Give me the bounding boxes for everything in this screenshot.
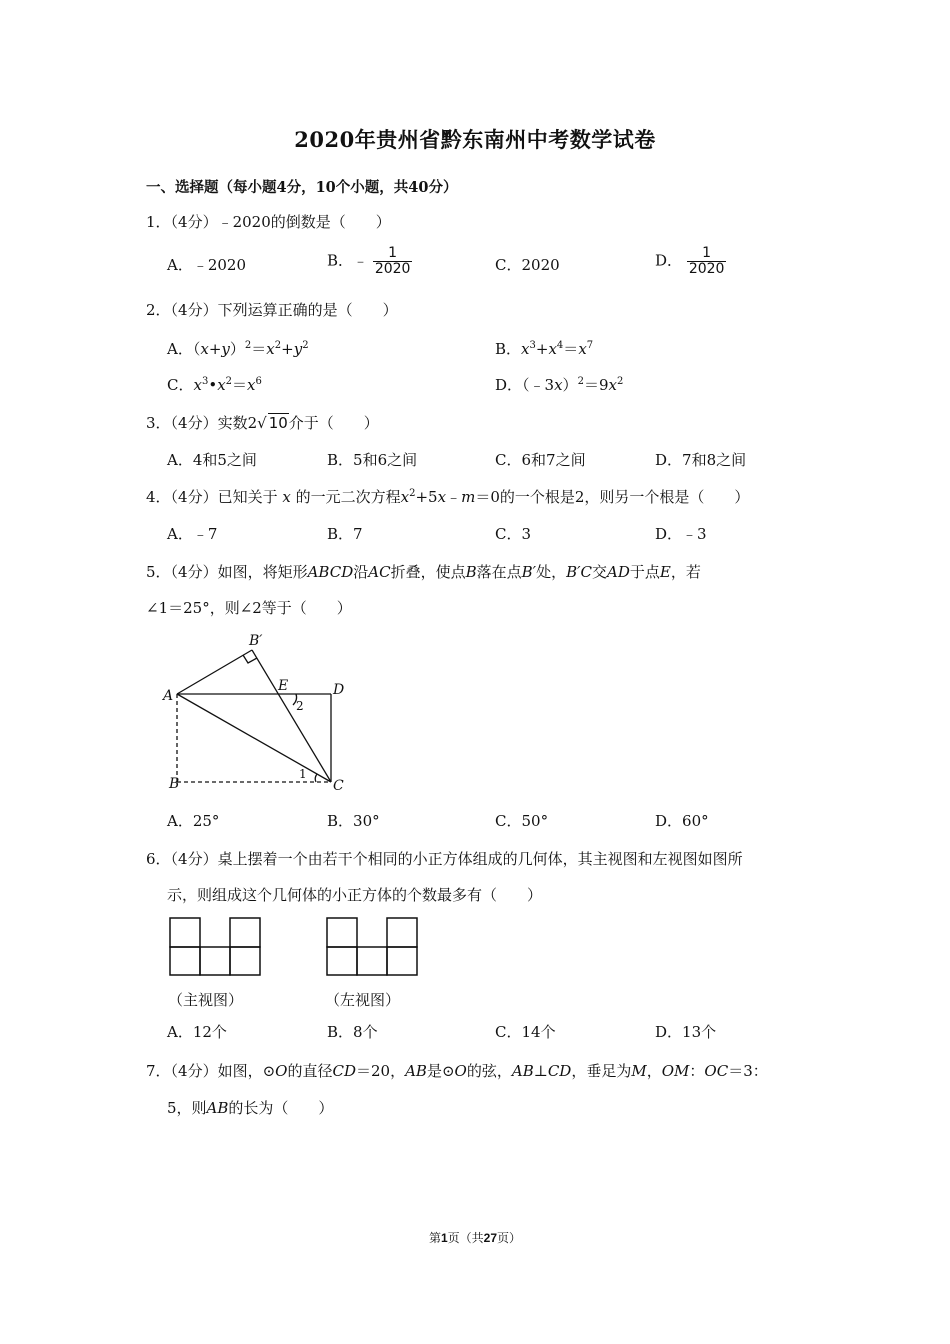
- cube-square: [200, 947, 230, 975]
- q1-option-d: [655, 246, 726, 277]
- fraction-numerator: 1: [702, 245, 712, 261]
- segment-ac: [177, 694, 331, 782]
- main-view-figure: [168, 916, 263, 978]
- q6-option-c: C．14个: [495, 1023, 556, 1041]
- angle-1-label: 1: [299, 767, 307, 781]
- q4-option-c: C．3: [495, 525, 532, 543]
- q3-option-a: A．4和5之间: [167, 451, 257, 469]
- cube-square: [170, 918, 200, 947]
- sqrt-symbol: √ 10: [257, 414, 288, 432]
- question-4-stem: 4．（4分）已知关于 x 的一元二次方程$x^2+5x﹣m=0$的一个根是2，则另一个根是（ ）: [146, 488, 750, 506]
- q1-option-b-fraction: [373, 246, 413, 277]
- angle-1-arc: [315, 774, 317, 782]
- question-6-line-1: 6．（4分）桌上摆着一个由若干个相同的小正方体组成的几何体，其主视图和左视图如图所: [146, 850, 743, 868]
- left-view-caption: （左视图）: [325, 991, 401, 1009]
- q5-option-b: B．30°: [327, 812, 380, 830]
- q6-option-d: D．13个: [655, 1023, 717, 1041]
- label-a: A: [163, 688, 174, 704]
- cube-square: [357, 947, 387, 975]
- sqrt-radicand: 10: [268, 414, 288, 432]
- right-angle-mark: [243, 655, 257, 663]
- question-3-stem: 3．（4分）实数2√ 10介于（ ）: [146, 414, 379, 432]
- q2-option-c: C．$x^3•x^2=x^6$: [167, 376, 262, 394]
- cube-square: [387, 947, 417, 975]
- q1-option-b-prefix: B．﹣: [327, 251, 369, 270]
- cube-square: [387, 918, 417, 947]
- angle-2-label: 2: [296, 699, 304, 713]
- q1-option-a: A．﹣2020: [167, 256, 247, 274]
- section-heading: 一、选择题（每小题4分，10个小题，共40分）: [146, 179, 458, 196]
- q4-option-d: D．﹣3: [655, 525, 707, 543]
- cube-square: [230, 918, 260, 947]
- q3-option-d: D．7和8之间: [655, 451, 747, 469]
- question-1-stem: 1．（4分）﹣2020的倒数是（ ）: [146, 213, 391, 231]
- q1-option-b: [327, 246, 412, 277]
- q1-option-c: C．2020: [495, 256, 560, 274]
- label-b: B: [169, 776, 180, 792]
- fraction-numerator: 1: [388, 245, 398, 261]
- q4-option-a: A．﹣7: [167, 525, 218, 543]
- q2-option-a: A．$(x+y)^2=x^2+y^2$: [167, 340, 309, 358]
- q5-option-a: A．25°: [167, 812, 220, 830]
- q5-option-c: C．50°: [495, 812, 549, 830]
- q2-option-d: D．$(﹣3x)^2=9x^2$: [495, 376, 624, 394]
- main-view-caption: （主视图）: [168, 991, 244, 1009]
- cube-square: [327, 947, 357, 975]
- q3-option-c: C．6和7之间: [495, 451, 586, 469]
- page-footer: 第1页（共27页）: [428, 1231, 522, 1245]
- label-c: C: [333, 778, 344, 794]
- question-7-line-1: 7．（4分）如图，⊙O的直径CD＝20，AB是⊙O的弦，AB⊥CD，垂足为M，OM：OC＝3：: [146, 1062, 768, 1080]
- question-2-stem: 2．（4分）下列运算正确的是（ ）: [146, 301, 398, 319]
- question-5-line-1: 5．（4分）如图，将矩形ABCD沿AC折叠，使点B落在点B′处，B′C交AD于点E，若: [146, 563, 701, 581]
- page-title: 2020年贵州省黔东南州中考数学试卷: [294, 127, 656, 152]
- fraction-denominator: 2020: [688, 261, 725, 277]
- fraction-denominator: 2020: [374, 261, 411, 277]
- segment-b-prime-c: [252, 650, 331, 782]
- q5-rectangle-fold-figure: [160, 628, 360, 798]
- q3-option-b: B．5和6之间: [327, 451, 418, 469]
- q2-option-b: B．$x^3+x^4=x^7$: [495, 340, 594, 358]
- cube-square: [170, 947, 200, 975]
- q6-option-a: A．12个: [167, 1023, 227, 1041]
- question-5-line-2: ∠1＝25°，则∠2等于（ ）: [146, 599, 352, 617]
- q4-option-b: B．7: [327, 525, 363, 543]
- cube-square: [230, 947, 260, 975]
- label-e: E: [278, 678, 289, 694]
- q5-option-d: D．60°: [655, 812, 709, 830]
- question-6-line-2: 示，则组成这个几何体的小正方体的个数最多有（ ）: [167, 886, 543, 904]
- left-view-figure: [325, 916, 420, 978]
- q6-option-b: B．8个: [327, 1023, 378, 1041]
- label-d: D: [333, 682, 345, 698]
- q1-option-d-prefix: D．: [655, 251, 683, 270]
- question-7-line-2: 5，则AB的长为（ ）: [167, 1099, 334, 1117]
- segment-ab-prime: [177, 650, 252, 694]
- q1-option-d-fraction: [687, 246, 727, 277]
- cube-square: [327, 918, 357, 947]
- label-b-prime: B′: [249, 633, 263, 649]
